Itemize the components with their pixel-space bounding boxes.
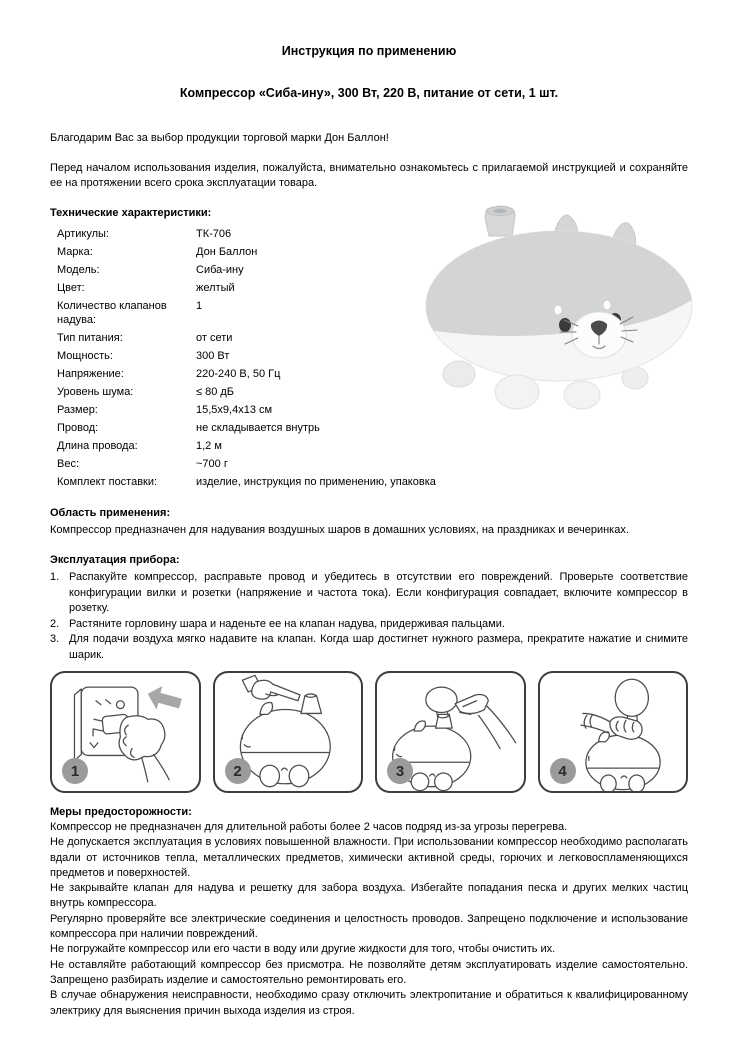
paw-front-right [564, 381, 600, 409]
spec-row [50, 437, 470, 455]
spec-value: от сети [196, 332, 233, 344]
spec-value: изделие, инструкция по применению, упаковка [196, 476, 436, 488]
application-text: Компрессор предназначен для надувания воздушных шаров в домашних условиях, на праздниках и вечеринках. [50, 524, 629, 536]
spec-value: ТК-706 [196, 228, 232, 240]
intro-thanks-paragraph: Благодарим Вас за выбор продукции торговой марки Дон Баллон! [50, 132, 389, 144]
arrow-icon [148, 686, 182, 709]
precaution-paragraph: Не закрывайте клапан для надува и решетку для забора воздуха. Избегайте попадания песка и других мелких частиц внутрь компрессора. [50, 882, 688, 910]
spec-label: Размер: [57, 404, 98, 416]
spec-value: ~700 г [196, 458, 228, 470]
operation-section [50, 553, 688, 793]
step-number: 3. [50, 633, 60, 645]
operation-step [50, 617, 688, 633]
precaution-paragraph: Не погружайте компрессор или его части в воду или другие жидкости для того, чтобы очистить их. [50, 943, 556, 956]
step-number: 2. [50, 617, 60, 630]
specs-heading: Технические характеристики: [50, 207, 212, 219]
spec-label: Мощность: [57, 350, 113, 362]
figure-box-4 [538, 671, 689, 793]
shiba-inu-compressor-photo [402, 202, 702, 422]
spec-value: ≤ 80 дБ [196, 386, 235, 398]
figure-box-3 [375, 671, 526, 793]
paw-back-left [443, 361, 475, 387]
precaution-paragraph: Не оставляйте работающий компрессор без присмотра. Не позволяйте детям эксплуатировать изделие самостоятельно. Запрещено разбирать изделие и самостоятельно ремонтировать его. [50, 958, 688, 986]
step-text: Для подачи воздуха мягко надавите на клапан. Когда шар достигнет нужного размера, прекратите нажатие и снимите шарик. [69, 633, 688, 661]
step-number: 1. [50, 571, 60, 583]
spec-label: Вес: [57, 458, 80, 470]
operation-heading: Эксплуатация прибора: [50, 554, 180, 566]
spec-label: Длина провода: [57, 440, 138, 452]
figure-number-badge: 1 [62, 758, 88, 784]
figure-number-badge: 2 [225, 758, 251, 784]
step-text: Растяните горловину шара и наденьте ее на клапан надува, придерживая пальцами. [69, 617, 505, 630]
precaution-paragraph: Регулярно проверяйте все электрические соединения и целостность проводов. Запрещено подключение и использование компрессора при наличии повреждений. [50, 912, 688, 941]
spec-value: желтый [196, 282, 235, 294]
spec-row [50, 473, 470, 491]
figure-box-2 [213, 671, 364, 793]
step-figures [50, 671, 688, 793]
spec-value: 300 Вт [196, 350, 230, 362]
spec-label: Провод: [57, 422, 99, 434]
spec-label: Артикулы: [57, 228, 109, 240]
figure-number-badge: 3 [387, 758, 413, 784]
spec-label: Цвет: [57, 282, 85, 294]
precaution-paragraph: Не допускается эксплуатация в условиях повышенной влажности. При использовании компрессор необходимо располагать вдали от источников тепла, металлических предметов, химически активной среды, горючих и легковоспламеняющихся предметов и поверхностей. [50, 836, 688, 879]
spec-label: Количество клапанов надува: [57, 300, 167, 326]
spec-label: Уровень шума: [57, 386, 134, 398]
spec-label: Марка: [57, 246, 93, 258]
intro-note-paragraph: Перед началом использования изделия, пожалуйста, внимательно ознакомьтесь с прилагаемой инструкцией и сохраняйте ее на протяжении всего срока эксплуатации товара. [50, 162, 688, 189]
spec-value: не складывается внутрь [196, 422, 320, 434]
figure-number-badge: 4 [550, 758, 576, 784]
application-heading: Область применения: [50, 507, 171, 519]
paw-front-left [495, 375, 539, 409]
spec-label: Напряжение: [57, 368, 124, 380]
spec-label: Модель: [57, 264, 100, 276]
body-top-shading [402, 202, 702, 336]
spec-label: Комплект поставки: [57, 476, 158, 488]
spec-row [50, 455, 470, 473]
spec-value: 15,5х9,4х13 см [196, 404, 273, 416]
precaution-paragraph: В случае обнаружения неисправности, необходимо сразу отключить электропитание и обратиться к квалифицированному электрику для выяснения причин выхода изделия из строя. [50, 989, 688, 1017]
precautions-heading: Меры предосторожности: [50, 806, 192, 818]
spec-value: Дон Баллон [196, 246, 258, 258]
spec-value: 1 [196, 300, 203, 312]
brow-dot-right [603, 300, 611, 310]
spec-value: 220-240 В, 50 Гц [196, 368, 281, 380]
figure-box-1 [50, 671, 201, 793]
step-text: Распакуйте компрессор, расправьте провод и убедитесь в отсутствии его повреждений. Проверьте соответствие конфигурации вилки и розетки (напряжение и частота тока). Если конфигурация совпадает, включите компрессор в розетку. [69, 571, 688, 614]
spec-value: Сиба-ину [196, 264, 244, 276]
spec-value: 1,2 м [196, 440, 222, 452]
operation-steps [50, 570, 688, 663]
brow-dot-left [554, 305, 562, 315]
spec-label: Тип питания: [57, 332, 123, 344]
precautions-section [50, 805, 688, 1019]
product-subtitle: Компрессор «Сиба-ину», 300 Вт, 220 В, питание от сети, 1 шт. [179, 86, 559, 100]
operation-step [50, 570, 688, 617]
operation-step [50, 632, 688, 663]
application-section [50, 506, 688, 538]
precaution-paragraph: Компрессор не предназначен для длительной работы более 2 часов подряд из-за угрозы перегрева. [50, 821, 568, 833]
specs-section [50, 206, 688, 491]
page-title: Инструкция по применению [281, 44, 457, 58]
